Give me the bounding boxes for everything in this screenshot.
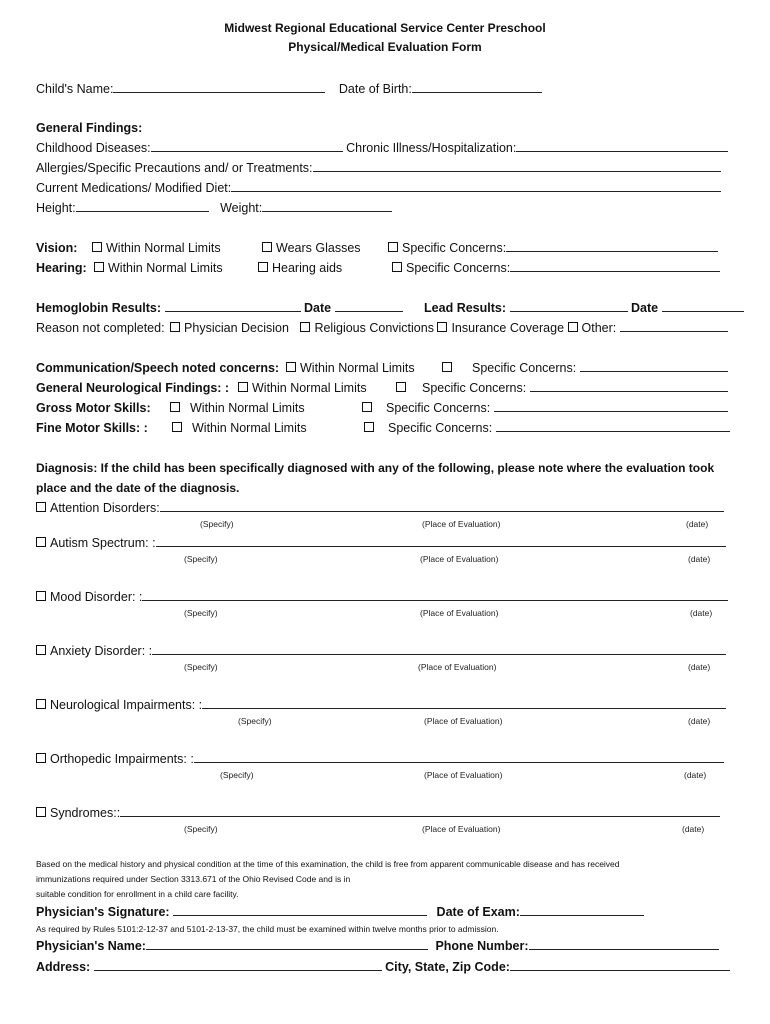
communication-concerns-checkbox[interactable] [442, 362, 452, 372]
attention-checkbox[interactable] [36, 502, 46, 512]
vision-row [36, 240, 507, 256]
autism-date-caption: (date) [688, 554, 711, 564]
syndromes-place-caption: (Place of Evaluation) [422, 824, 501, 834]
mood-field[interactable] [142, 589, 728, 601]
gross-motor-row [36, 400, 491, 416]
communication-wnl-checkbox[interactable] [286, 362, 296, 372]
dob-field[interactable] [412, 81, 542, 93]
mood-label: Mood Disorder: : [50, 590, 143, 604]
exam-date-field[interactable] [520, 904, 644, 916]
certification-note-3: suitable condition for enrollment in a child care facility. [36, 889, 239, 899]
signature-field[interactable] [173, 904, 427, 916]
neuro-place-caption: (Place of Evaluation) [424, 716, 503, 726]
communication-label: Communication/Speech noted concerns: [36, 361, 280, 375]
mood-specify-caption: (Specify) [184, 608, 218, 618]
autism-place-caption: (Place of Evaluation) [420, 554, 499, 564]
hemoglobin-date-label: Date [303, 301, 332, 315]
mood-place-caption: (Place of Evaluation) [420, 608, 499, 618]
vision-label: Vision: [36, 241, 78, 255]
diagnosis-intro-1: Diagnosis: If the child has been specifically diagnosed with any of the following, please note where the evaluation took [36, 461, 715, 475]
hemoglobin-date-field[interactable] [335, 300, 403, 312]
communication-concerns-field[interactable] [580, 360, 728, 372]
vision-wnl-label: Within Normal Limits [106, 241, 221, 255]
lead-date-field[interactable] [662, 300, 744, 312]
other-field[interactable] [620, 320, 728, 332]
anxiety-field[interactable] [152, 643, 726, 655]
physician-name-row [36, 938, 719, 953]
diagnosis-attention-row [36, 500, 724, 516]
neuro-impairment-field[interactable] [202, 697, 726, 709]
form-title: Physical/Medical Evaluation Form [288, 40, 482, 54]
medications-label: Current Medications/ Modified Diet: [36, 181, 232, 195]
chronic-illness-field[interactable] [516, 140, 728, 152]
height-label: Height: [36, 201, 76, 215]
child-name-field[interactable] [113, 81, 325, 93]
diagnosis-neurological-row [36, 697, 726, 713]
anxiety-specify-caption: (Specify) [184, 662, 218, 672]
gross-motor-concerns-label: Specific Concerns: [386, 401, 491, 415]
diagnosis-autism-row [36, 535, 726, 551]
neurological-wnl-label: Within Normal Limits [252, 381, 367, 395]
neuro-impairment-checkbox[interactable] [36, 699, 46, 709]
fine-motor-wnl-label: Within Normal Limits [192, 421, 307, 435]
vision-concerns-label: Specific Concerns: [402, 241, 507, 255]
city-state-zip-label: City, State, Zip Code: [385, 960, 510, 974]
lead-date-label: Date [630, 301, 659, 315]
fine-motor-concerns-checkbox[interactable] [364, 422, 374, 432]
allergies-row [36, 160, 721, 176]
certification-note-2: immunizations required under Section 3313.671 of the Ohio Revised Code and is in [36, 874, 351, 884]
orthopedic-specify-caption: (Specify) [220, 770, 254, 780]
syndromes-checkbox[interactable] [36, 807, 46, 817]
communication-wnl-label: Within Normal Limits [300, 361, 415, 375]
physician-decision-label: Physician Decision [184, 321, 289, 335]
diseases-row [36, 140, 728, 156]
child-row [36, 81, 542, 97]
attention-specify-caption: (Specify) [200, 519, 234, 529]
diagnosis-anxiety-row [36, 643, 726, 659]
religious-checkbox[interactable] [300, 322, 310, 332]
other-checkbox[interactable] [568, 322, 578, 332]
mood-checkbox[interactable] [36, 591, 46, 601]
physician-name-field[interactable] [146, 938, 428, 950]
address-row [36, 959, 730, 974]
orthopedic-checkbox[interactable] [36, 753, 46, 763]
attention-place-caption: (Place of Evaluation) [422, 519, 501, 529]
anxiety-place-caption: (Place of Evaluation) [418, 662, 497, 672]
address-field[interactable] [94, 959, 382, 971]
attention-date-caption: (date) [686, 519, 709, 529]
allergies-field[interactable] [313, 160, 721, 172]
autism-field[interactable] [156, 535, 726, 547]
reason-row [36, 320, 728, 336]
diagnosis-mood-row [36, 589, 728, 605]
diagnosis-syndromes-row [36, 805, 720, 821]
syndromes-specify-caption: (Specify) [184, 824, 218, 834]
vision-glasses-checkbox[interactable] [262, 242, 272, 252]
childhood-diseases-field[interactable] [151, 140, 343, 152]
hemoglobin-label: Hemoglobin Results: [36, 301, 162, 315]
gross-motor-wnl-label: Within Normal Limits [190, 401, 305, 415]
anxiety-checkbox[interactable] [36, 645, 46, 655]
weight-field[interactable] [262, 200, 392, 212]
gross-motor-label: Gross Motor Skills: [36, 401, 151, 415]
anxiety-date-caption: (date) [688, 662, 711, 672]
hearing-row [36, 260, 511, 276]
orthopedic-label: Orthopedic Impairments: : [50, 752, 194, 766]
hearing-wnl-label: Within Normal Limits [108, 261, 223, 275]
hearing-concerns-label: Specific Concerns: [406, 261, 511, 275]
general-heading: General Findings: [36, 121, 143, 135]
religious-label: Religious Convictions [314, 321, 434, 335]
medications-row [36, 180, 721, 196]
vision-glasses-label: Wears Glasses [276, 241, 361, 255]
orthopedic-field[interactable] [194, 751, 724, 763]
syndromes-date-caption: (date) [682, 824, 705, 834]
neuro-specify-caption: (Specify) [238, 716, 272, 726]
fine-motor-concerns-label: Specific Concerns: [388, 421, 493, 435]
autism-checkbox[interactable] [36, 537, 46, 547]
vision-concerns-checkbox[interactable] [388, 242, 398, 252]
phone-label: Phone Number: [435, 939, 529, 953]
lead-label: Lead Results: [424, 301, 507, 315]
gross-motor-wnl-checkbox[interactable] [170, 402, 180, 412]
hearing-aids-label: Hearing aids [272, 261, 343, 275]
diagnosis-orthopedic-row [36, 751, 724, 767]
anxiety-label: Anxiety Disorder: : [50, 644, 153, 658]
form-org-title: Midwest Regional Educational Service Center Preschool [224, 21, 546, 35]
neurological-concerns-label: Specific Concerns: [422, 381, 527, 395]
autism-label: Autism Spectrum: : [50, 536, 156, 550]
neurological-concerns-checkbox[interactable] [396, 382, 406, 392]
fine-motor-wnl-checkbox[interactable] [172, 422, 182, 432]
attention-label: Attention Disorders: [50, 501, 160, 515]
hearing-concerns-field[interactable] [510, 260, 720, 272]
vision-concerns-field[interactable] [506, 240, 718, 252]
vision-wnl-checkbox[interactable] [92, 242, 102, 252]
certification-note-1: Based on the medical history and physical condition at the time of this examination, the child is free from apparent communicable disease and has received [36, 859, 620, 869]
gross-motor-concerns-field[interactable] [494, 400, 728, 412]
childhood-diseases-label: Childhood Diseases: [36, 141, 151, 155]
communication-concerns-label: Specific Concerns: [472, 361, 577, 375]
allergies-label: Allergies/Specific Precautions and/ or Treatments: [36, 161, 313, 175]
neurological-label: General Neurological Findings: : [36, 381, 230, 395]
lead-field[interactable] [510, 300, 628, 312]
diagnosis-intro-2: place and the date of the diagnosis. [36, 481, 240, 495]
mood-date-caption: (date) [690, 608, 713, 618]
city-state-zip-field[interactable] [510, 959, 730, 971]
communication-row [36, 360, 577, 376]
dob-label: Date of Birth: [338, 82, 412, 96]
neurological-row [36, 380, 527, 396]
reason-label: Reason not completed: [36, 321, 165, 335]
exam-date-label: Date of Exam: [436, 905, 520, 919]
hearing-wnl-checkbox[interactable] [94, 262, 104, 272]
physician-name-label: Physician's Name: [36, 939, 146, 953]
insurance-checkbox[interactable] [437, 322, 447, 332]
child-name-label: Child's Name: [36, 82, 114, 96]
phone-field[interactable] [529, 938, 719, 950]
orthopedic-date-caption: (date) [684, 770, 707, 780]
physician-decision-checkbox[interactable] [170, 322, 180, 332]
hearing-label: Hearing: [36, 261, 87, 275]
neuro-date-caption: (date) [688, 716, 711, 726]
chronic-illness-label: Chronic Illness/Hospitalization: [346, 141, 517, 155]
gross-motor-concerns-checkbox[interactable] [362, 402, 372, 412]
syndromes-field[interactable] [120, 805, 720, 817]
neurological-concerns-field[interactable] [530, 380, 728, 392]
address-label: Address: [36, 960, 91, 974]
hemoglobin-row [36, 300, 744, 316]
neurological-wnl-checkbox[interactable] [238, 382, 248, 392]
hemoglobin-field[interactable] [165, 300, 301, 312]
insurance-label: Insurance Coverage [451, 321, 565, 335]
fine-motor-label: Fine Motor Skills: : [36, 421, 148, 435]
orthopedic-place-caption: (Place of Evaluation) [424, 770, 503, 780]
signature-row [36, 904, 644, 919]
fine-motor-concerns-field[interactable] [496, 420, 730, 432]
other-label: Other: [581, 321, 617, 335]
autism-specify-caption: (Specify) [184, 554, 218, 564]
height-weight-row [36, 200, 392, 216]
signature-label: Physician's Signature: [36, 905, 170, 919]
attention-field[interactable] [160, 500, 724, 512]
fine-motor-row [36, 420, 493, 436]
height-field[interactable] [76, 200, 209, 212]
neuro-impairment-label: Neurological Impairments: : [50, 698, 203, 712]
medications-field[interactable] [231, 180, 721, 192]
syndromes-label: Syndromes:: [50, 806, 121, 820]
hearing-concerns-checkbox[interactable] [392, 262, 402, 272]
weight-label: Weight: [220, 201, 263, 215]
rule-note: As required by Rules 5101:2-12-37 and 5101-2-13-37, the child must be examined within twelve months prior to admission. [36, 924, 499, 934]
hearing-aids-checkbox[interactable] [258, 262, 268, 272]
